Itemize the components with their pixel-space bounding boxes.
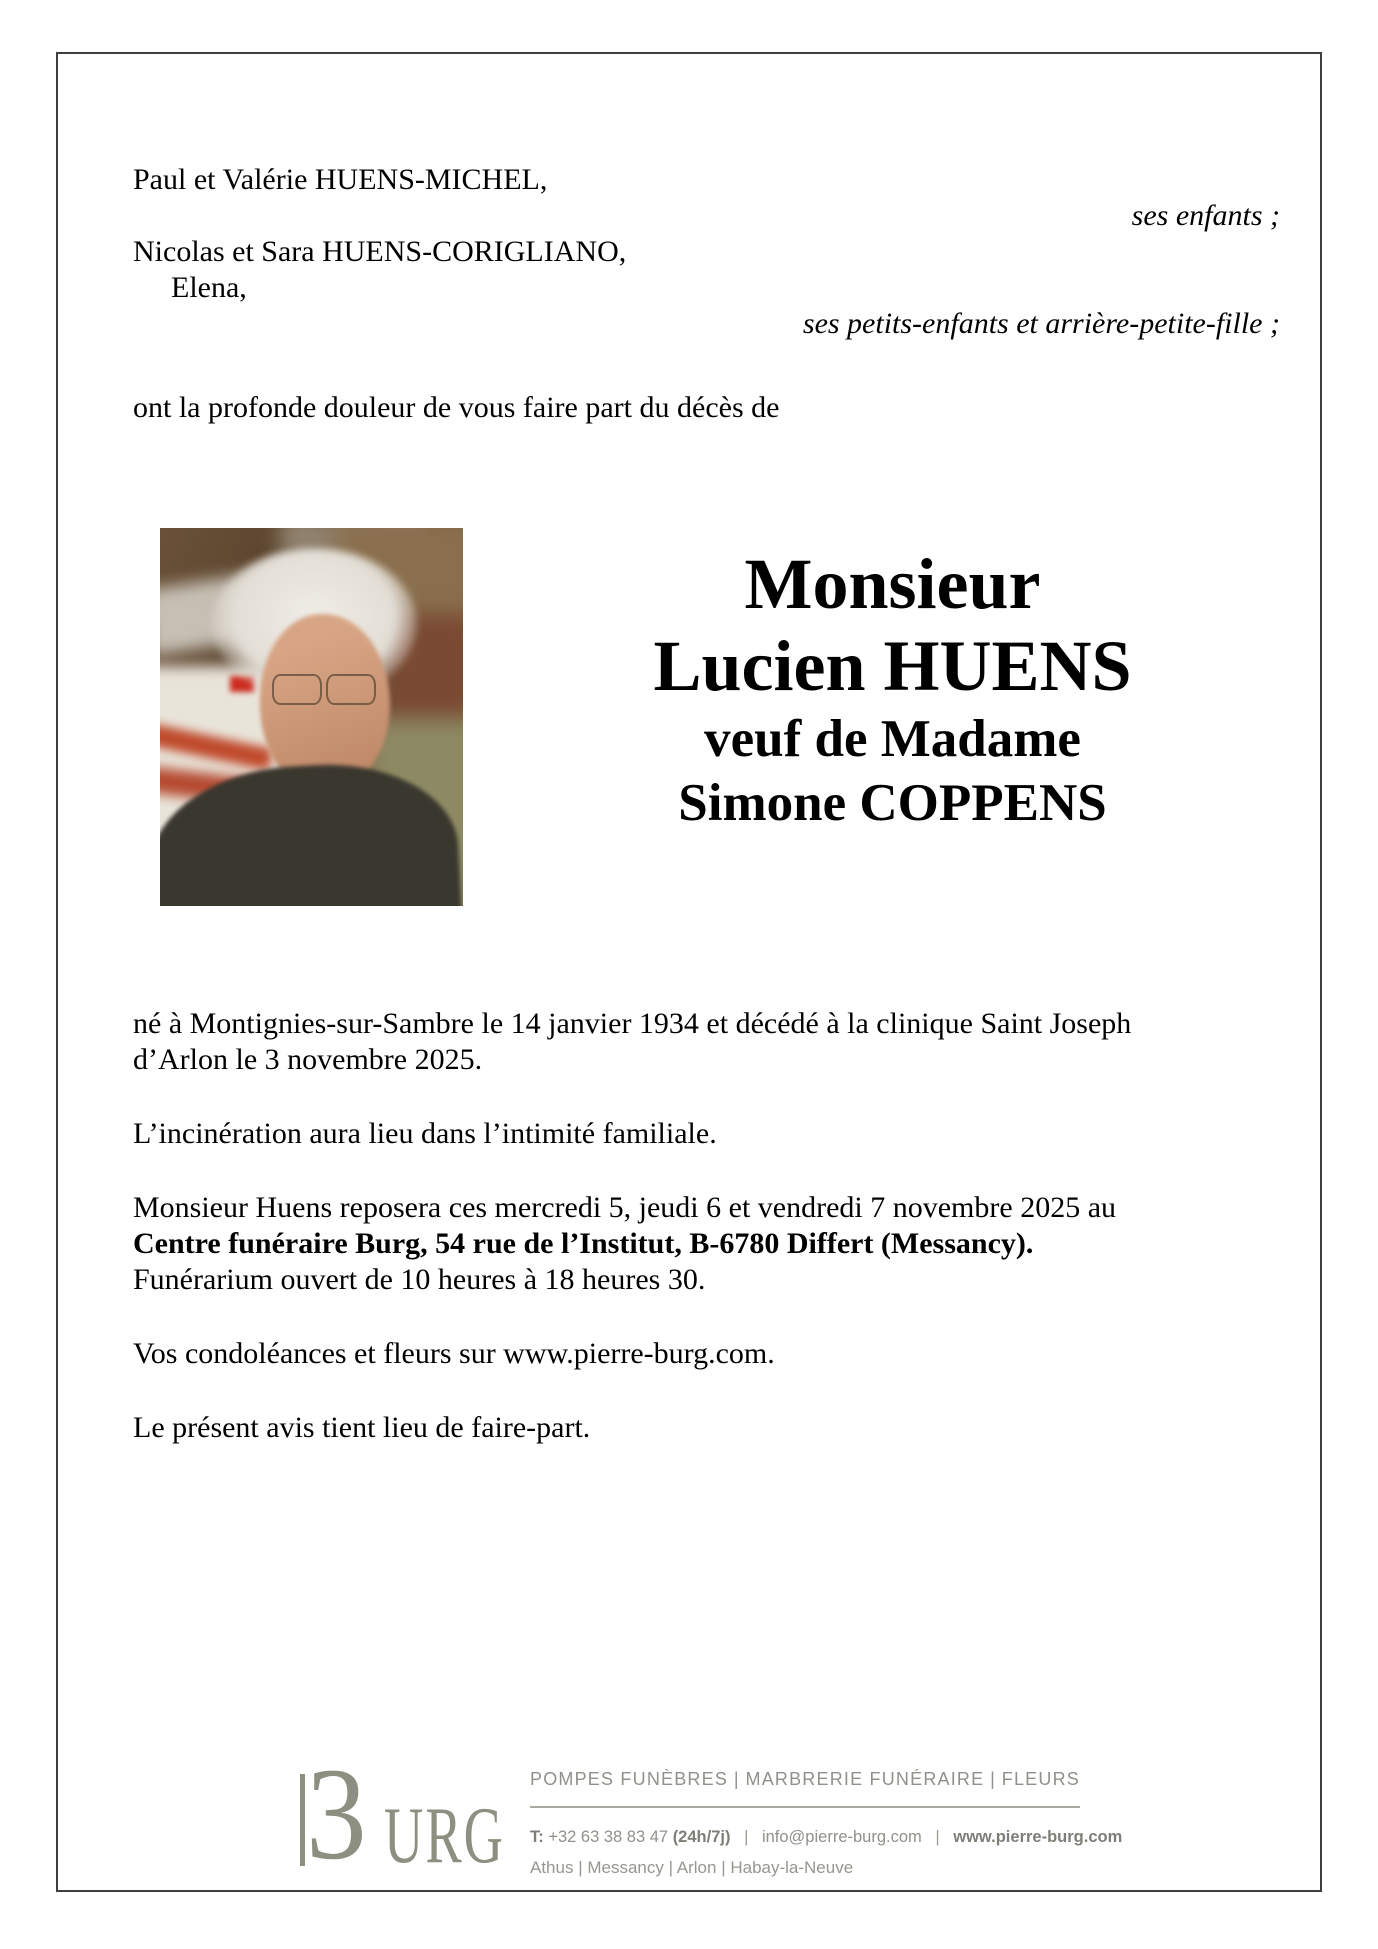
- contact-email: info@pierre-burg.com: [761, 1828, 922, 1846]
- family-line-grandchildren-names: Nicolas et Sara HUENS-CORIGLIANO,: [133, 235, 627, 268]
- photo-glasses-left-lens: [272, 674, 322, 705]
- phone-hours: (24h/7j): [672, 1828, 731, 1846]
- body-line: L’incinération aura lieu dans l’intimité familiale.: [133, 1117, 717, 1150]
- body-line: d’Arlon le 3 novembre 2025.: [133, 1043, 483, 1076]
- paragraph-notice: [133, 1410, 1303, 1446]
- footer-cities-line: Athus | Messancy | Arlon | Habay-la-Neuve: [530, 1858, 854, 1877]
- deceased-name: Lucien HUENS: [653, 626, 1132, 706]
- deceased-widower-line: veuf de Madame: [704, 710, 1081, 768]
- deceased-spouse-name: Simone COPPENS: [678, 774, 1107, 832]
- phone-label: T:: [530, 1828, 544, 1846]
- body-line: né à Montignies-sur-Sambre le 14 janvier 1934 et décédé à la clinique Saint Joseph: [133, 1007, 1132, 1040]
- burg-logo-stem: [300, 1774, 305, 1866]
- contact-separator-icon: |: [935, 1828, 940, 1846]
- paragraph-cremation: [133, 1116, 1303, 1152]
- family-line-grandchildren-label: ses petits-enfants et arrière-petite-fille ;: [802, 307, 1280, 340]
- service-fleurs: FLEURS: [1001, 1769, 1080, 1789]
- paragraph-visitation: [133, 1190, 1303, 1298]
- service-marbrerie: MARBRERIE FUNÉRAIRE: [745, 1769, 985, 1789]
- deceased-portrait-photo: [160, 528, 463, 906]
- services-separator-icon: |: [733, 1769, 740, 1789]
- deceased-title: Monsieur: [744, 544, 1041, 624]
- contact-website: www.pierre-burg.com: [953, 1828, 1123, 1846]
- footer-contact-line: [530, 1828, 1123, 1847]
- family-line-greatgrandchild-name: Elena,: [171, 271, 247, 304]
- burg-logo-stylized-b: 3: [306, 1740, 367, 1887]
- family-line-children-label: ses enfants ;: [1131, 199, 1280, 232]
- family-block: [133, 162, 1280, 342]
- contact-separator-icon: |: [744, 1828, 749, 1846]
- deceased-name-block: [505, 543, 1280, 835]
- phone-number: +32 63 38 83 47: [548, 1828, 669, 1846]
- family-line-children-names: Paul et Valérie HUENS-MICHEL,: [133, 163, 548, 196]
- paragraph-condolences: [133, 1336, 1303, 1372]
- body-line-condolences-website: Vos condoléances et fleurs sur www.pierre-burg.com.: [133, 1337, 775, 1370]
- announcement-intro: ont la profonde douleur de vous faire part du décès de: [133, 391, 780, 424]
- body-line: Monsieur Huens reposera ces mercredi 5, jeudi 6 et vendredi 7 novembre 2025 au: [133, 1191, 1117, 1224]
- body-line: Funérarium ouvert de 10 heures à 18 heures 30.: [133, 1263, 706, 1296]
- body-line-funeral-home-address: Centre funéraire Burg, 54 rue de l’Institut, B-6780 Differt (Messancy).: [133, 1227, 1034, 1260]
- services-separator-icon: |: [990, 1769, 996, 1789]
- footer-services-line: [530, 1769, 1080, 1790]
- announcement-body: [133, 1006, 1303, 1484]
- photo-glasses-right-lens: [326, 674, 376, 705]
- paragraph-birth-death: [133, 1006, 1303, 1078]
- body-line: Le présent avis tient lieu de faire-part.: [133, 1411, 591, 1444]
- footer-divider-line: [530, 1806, 1080, 1808]
- service-pompes-funebres: POMPES FUNÈBRES: [530, 1769, 729, 1789]
- burg-logo-letters: URG: [384, 1792, 505, 1880]
